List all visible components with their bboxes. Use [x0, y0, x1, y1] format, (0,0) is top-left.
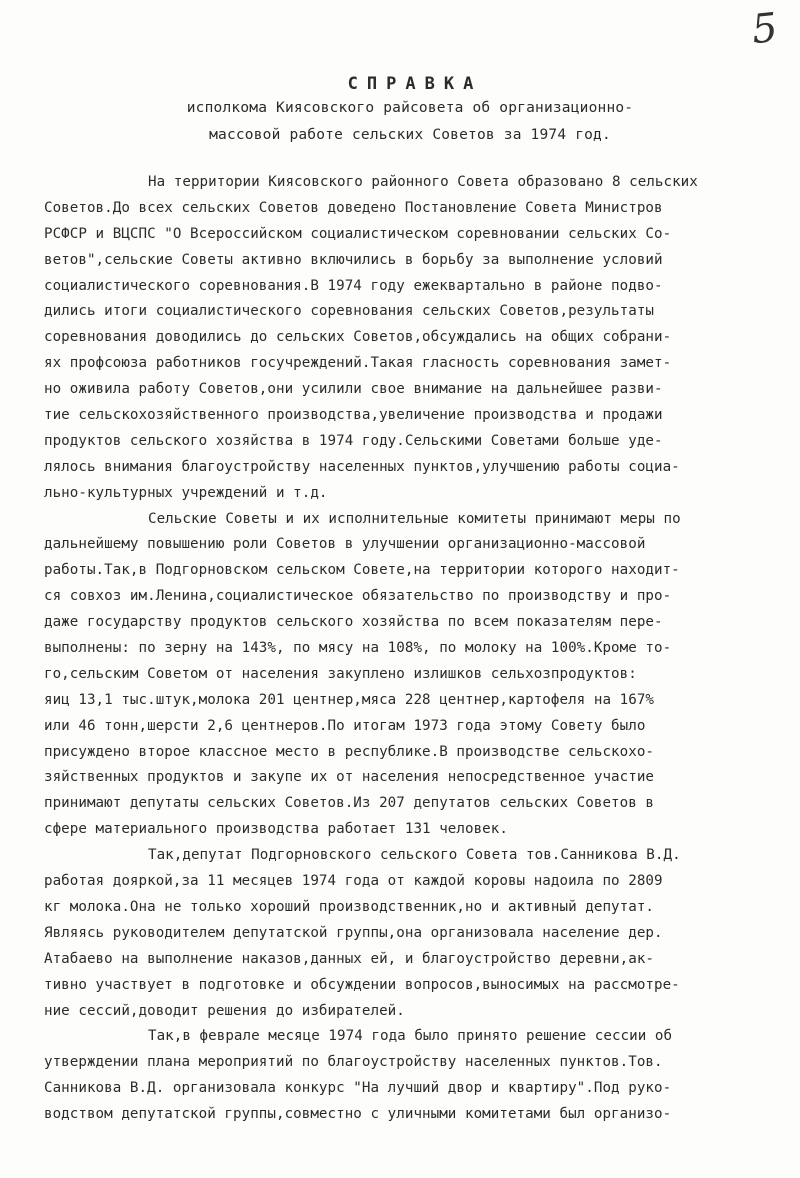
text-line: Санникова В.Д. организовала конкурс "На лучший двор и квартиру".Под руко-: [44, 1080, 672, 1097]
document-subtitle-line-1: исполкома Киясовского райсовета об организационно-: [186, 100, 634, 116]
text-line: продуктов сельского хозяйства в 1974 году.Сельскими Советами больше уде-: [44, 432, 663, 449]
text-line: льно-культурных учреждений и т.д.: [44, 484, 328, 501]
text-line: лялось внимания благоустройству населенных пунктов,улучшению работы социа-: [44, 458, 680, 475]
text-line: сфере материального производства работает 131 человек.: [44, 821, 508, 838]
text-line: утверждении плана мероприятий по благоустройству населенных пунктов.Тов.: [44, 1054, 663, 1071]
text-line: работая дояркой,за 11 месяцев 1974 года от каждой коровы надоила по 2809: [44, 873, 663, 890]
text-line: Советов.До всех сельских Советов доведено Постановление Совета Министров: [44, 199, 663, 216]
text-line: зяйственных продуктов и закупе их от населения непосредственное участие: [44, 769, 655, 786]
document-body: [44, 170, 796, 1128]
text-line: социалистического соревнования.В 1974 году ежеквартально в районе подво-: [44, 277, 663, 294]
text-line: выполнены: по зерну на 143%, по мясу на 108%, по молоку на 100%.Кроме то-: [44, 640, 672, 657]
text-line: Так,в феврале месяце 1974 года было принято решение сессии об: [148, 1028, 673, 1045]
text-line: На территории Киясовского районного Совета образовано 8 сельских: [148, 174, 698, 190]
document-title: СПРАВКА: [347, 74, 483, 94]
text-line: или 46 тонн,шерсти 2,6 центнеров.По итогам 1973 года этому Совету было: [44, 717, 646, 734]
text-line: даже государству продуктов сельского хозяйства по всем показателям пере-: [44, 614, 663, 631]
text-line: дились итоги социалистического соревнования сельских Советов,результаты: [44, 303, 655, 320]
text-line: ся совхоз им.Ленина,социалистическое обязательство по производству и про-: [44, 588, 672, 605]
text-line: Так,депутат Подгорновского сельского Совета тов.Санникова В.Д.: [148, 847, 681, 864]
text-line: ветов",сельские Советы активно включились в борьбу за выполнение условий: [44, 251, 663, 268]
text-line: Являясь руководителем депутатской группы,она организовала население дер.: [44, 924, 663, 941]
text-line: тие сельскохозяйственного производства,увеличение производства и продажи: [44, 407, 663, 424]
text-line: го,сельским Советом от населения закуплено излишков сельхозпродуктов:: [44, 665, 637, 682]
text-line: работы.Так,в Подгорновском сельском Совете,на территории которого находит-: [44, 562, 680, 579]
text-line: яиц 13,1 тыс.штук,молока 201 центнер,мяса 228 центнер,картофеля на 167%: [44, 691, 655, 708]
text-line: соревнования доводились до сельских Советов,обсуждались на общих собрани-: [44, 329, 672, 346]
text-line: РСФСР и ВЦСПС "О Всероссийском социалистическом соревновании сельских Со-: [44, 225, 672, 242]
document-subtitle-line-2: массовой работе сельских Советов за 1974 год.: [209, 127, 611, 143]
text-line: Сельские Советы и их исполнительные комитеты принимают меры по: [148, 510, 681, 527]
text-line: Атабаево на выполнение наказов,данных ей, и благоустройство деревни,ак-: [44, 950, 655, 967]
text-line: ях профсоюза работников госучреждений.Такая гласность соревнования замет-: [44, 355, 672, 372]
text-line: принимают депутаты сельских Советов.Из 207 депутатов сельских Советов в: [44, 795, 655, 812]
text-line: водством депутатской группы,совместно с уличными комитетами был организо-: [44, 1106, 672, 1123]
text-line: тивно участвует в подготовке и обсуждении вопросов,выносимых на рассмотре-: [44, 976, 680, 993]
text-line: дальнейшему повышению роли Советов в улучшении организационно-массовой: [44, 536, 646, 553]
text-line: ние сессий,доводит решения до избирателей.: [44, 1002, 405, 1019]
text-line: присуждено второе классное место в республике.В производстве сельскохо-: [44, 743, 655, 760]
page-number: 5: [749, 4, 780, 54]
text-line: кг молока.Она не только хороший производственник,но и активный депутат.: [44, 898, 655, 915]
text-line: но оживила работу Советов,они усилили свое внимание на дальнейшее разви-: [44, 381, 663, 398]
